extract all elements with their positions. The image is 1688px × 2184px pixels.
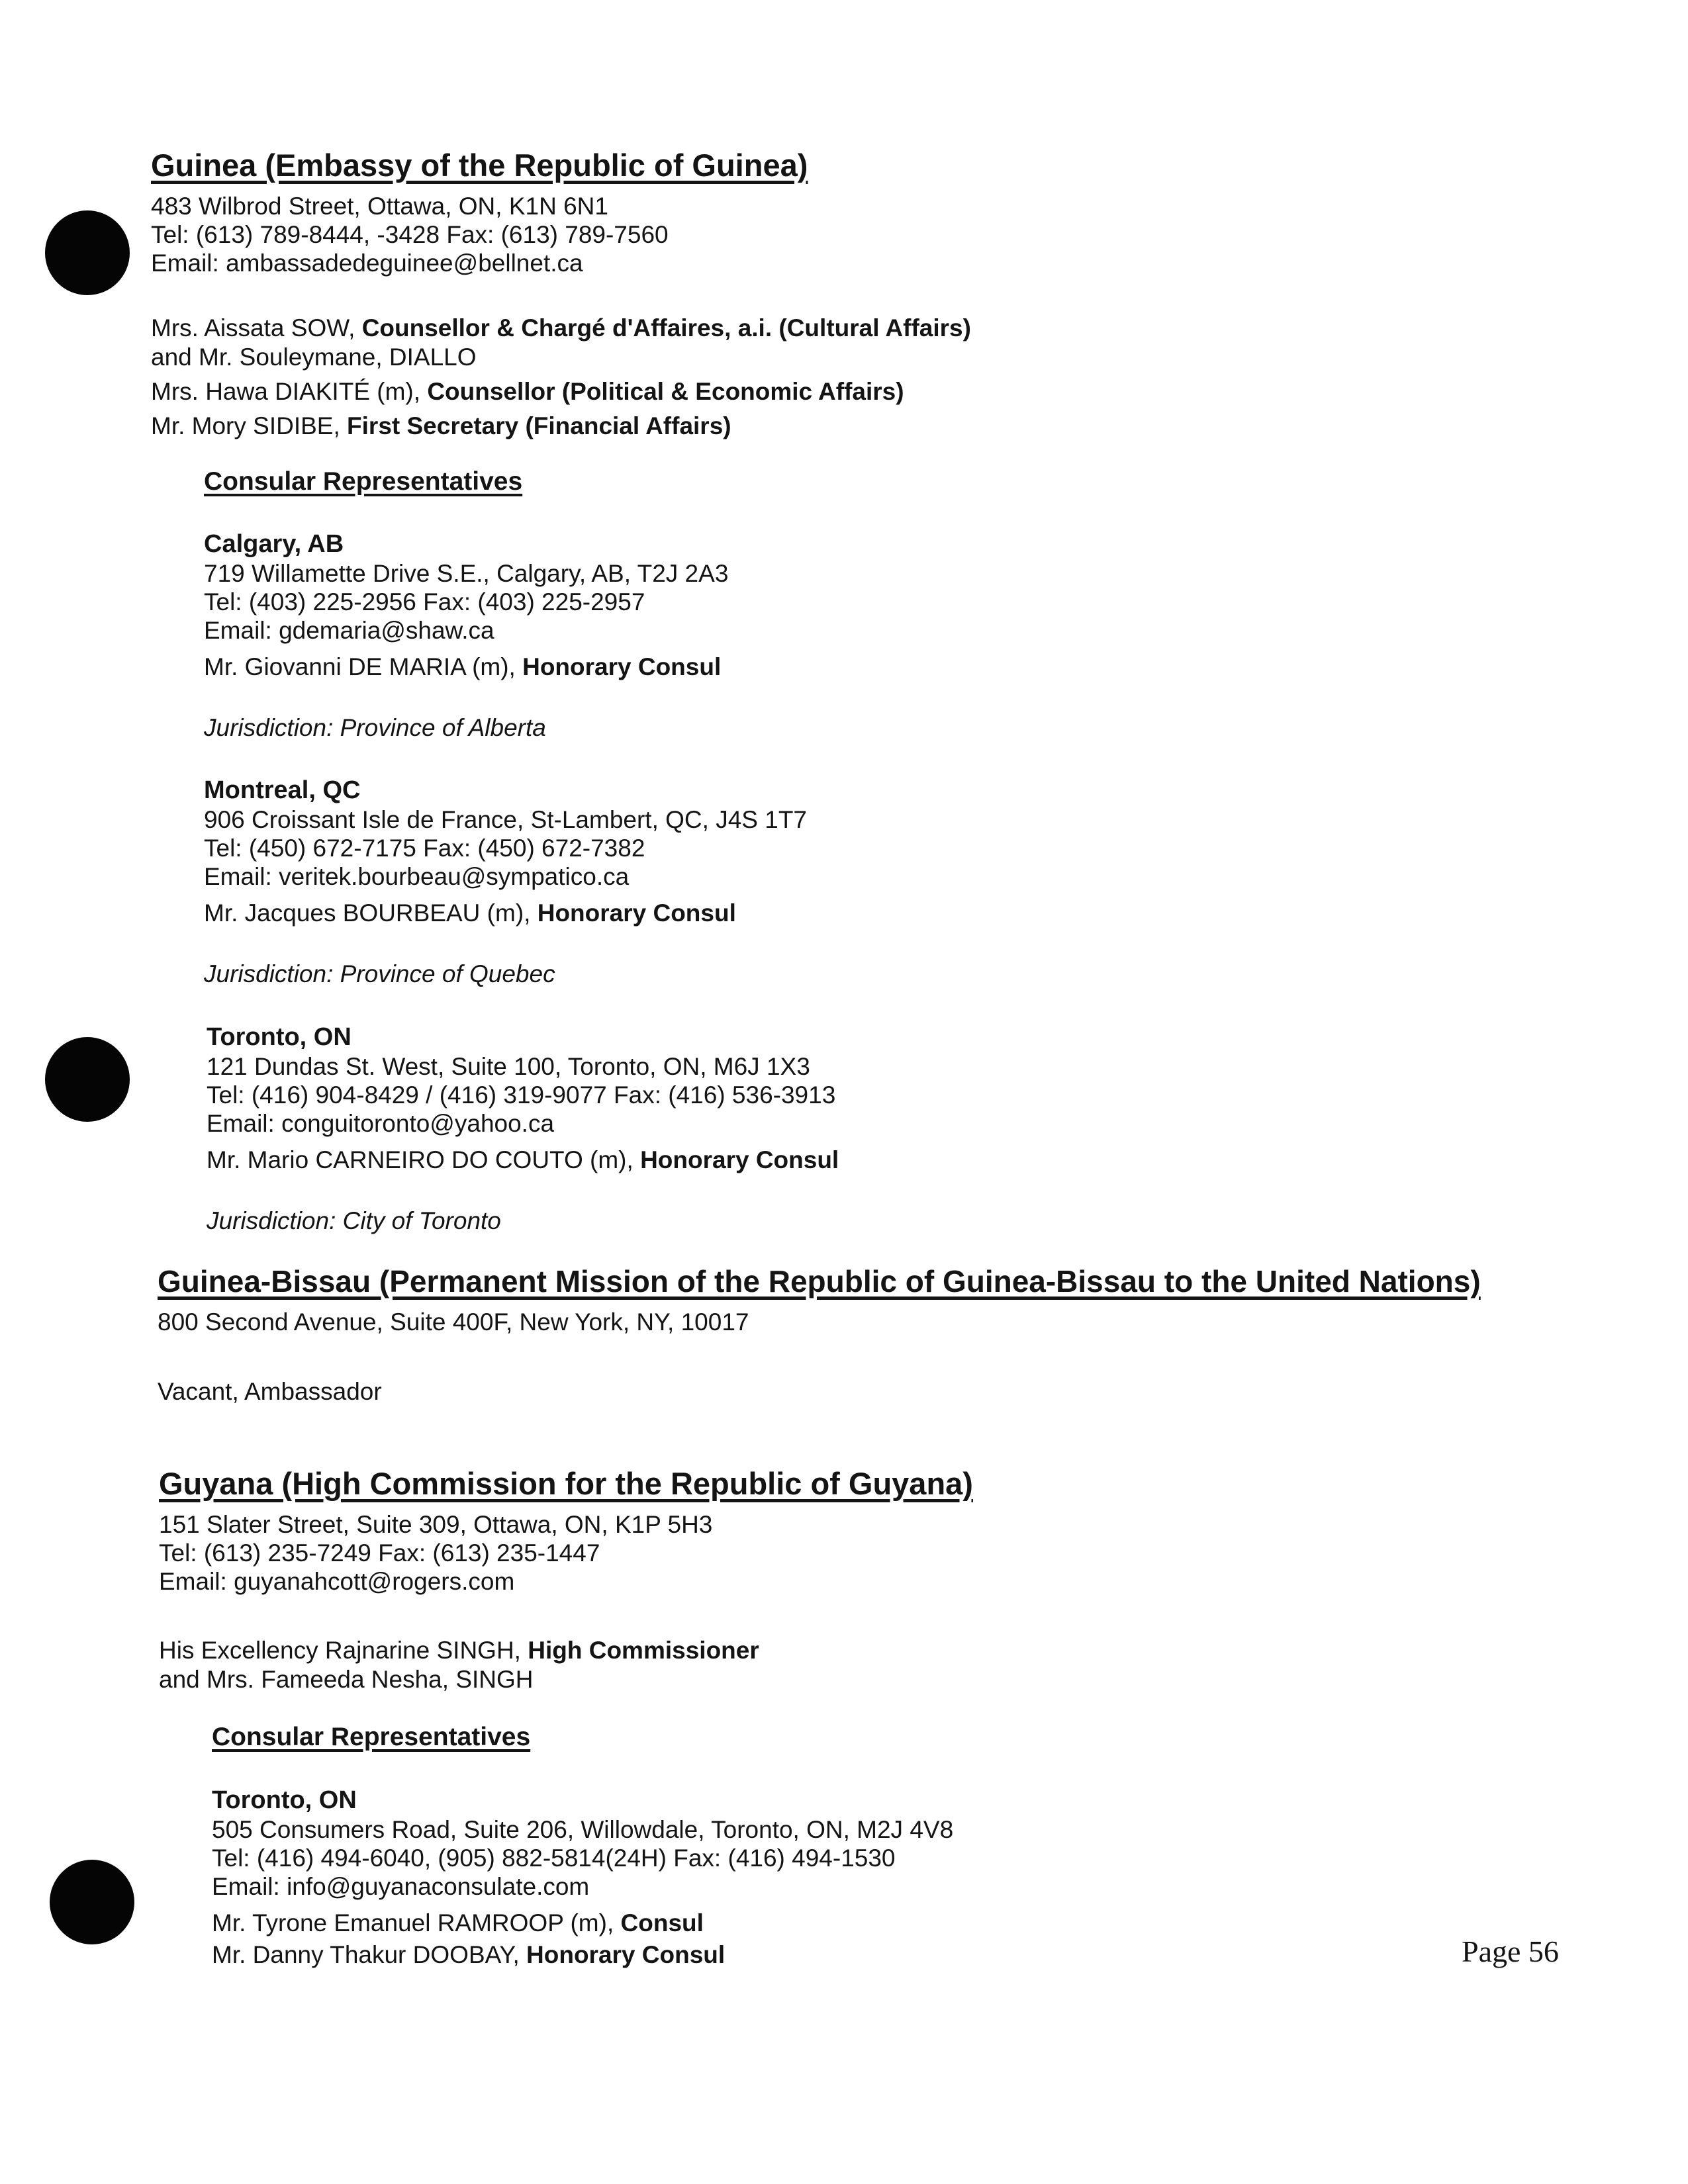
hole-punch-bottom: [50, 1860, 134, 1944]
staff-name: Mrs. Hawa DIAKITÉ (m),: [151, 378, 428, 405]
consulate-address: 505 Consumers Road, Suite 206, Willowdale, Toronto, ON, M2J 4V8: [212, 1816, 954, 1843]
guinea-heading: Guinea (Embassy of the Republic of Guinea): [151, 148, 808, 183]
staff-name: Mrs. Aissata SOW,: [151, 314, 362, 341]
hole-punch-middle: [45, 1037, 130, 1122]
staff-name: and Mr. Souleymane, DIALLO: [151, 343, 477, 371]
person-name: Mr. Tyrone Emanuel RAMROOP (m),: [212, 1909, 621, 1936]
person-title: Honorary Consul: [640, 1146, 839, 1173]
consulate-person: [204, 653, 721, 682]
guyana-heading: Guyana (High Commission for the Republic of Guyana): [159, 1466, 973, 1501]
consulate-jurisdiction: Jurisdiction: City of Toronto: [207, 1207, 501, 1234]
consulate-tel: Tel: (450) 672-7175 Fax: (450) 672-7382: [204, 835, 645, 862]
consulate-tel: Tel: (416) 494-6040, (905) 882-5814(24H) Fax: (416) 494-1530: [212, 1844, 896, 1872]
consulate-city: Calgary, AB: [204, 530, 344, 558]
guyana-email: Email: guyanahcott@rogers.com: [159, 1568, 515, 1595]
person-title: Honorary Consul: [522, 653, 722, 680]
guinea-bissau-heading: Guinea-Bissau (Permanent Mission of the Republic of Guinea-Bissau to the United Nations): [158, 1264, 1481, 1298]
person-title: Consul: [620, 1909, 704, 1936]
guinea-consular-heading: Consular Representatives: [204, 467, 523, 496]
guinea-staff-2: [151, 343, 477, 372]
person-title: Honorary Consul: [537, 899, 736, 927]
consulate-address: 906 Croissant Isle de France, St-Lambert, QC, J4S 1T7: [204, 806, 807, 833]
guyana-tel: Tel: (613) 235-7249 Fax: (613) 235-1447: [159, 1539, 600, 1567]
staff-title: High Commissioner: [528, 1637, 759, 1664]
consulate-address: 719 Willamette Drive S.E., Calgary, AB, T2J 2A3: [204, 560, 729, 587]
consulate-email: Email: conguitoronto@yahoo.ca: [207, 1110, 555, 1137]
guyana-staff-1: [159, 1636, 759, 1665]
consulate-tel: Tel: (403) 225-2956 Fax: (403) 225-2957: [204, 588, 645, 615]
consulate-city: Montreal, QC: [204, 776, 361, 804]
staff-title: Counsellor & Chargé d'Affaires, a.i. (Cultural Affairs): [361, 314, 971, 341]
staff-name: His Excellency Rajnarine SINGH,: [159, 1637, 528, 1664]
consulate-address: 121 Dundas St. West, Suite 100, Toronto, ON, M6J 1X3: [207, 1053, 810, 1080]
guinea-tel: Tel: (613) 789-8444, -3428 Fax: (613) 789-7560: [151, 221, 669, 248]
consulate-city: Toronto, ON: [207, 1023, 352, 1051]
consulate-jurisdiction: Jurisdiction: Province of Quebec: [204, 960, 555, 987]
guinea-address: 483 Wilbrod Street, Ottawa, ON, K1N 6N1: [151, 193, 608, 220]
consulate-tel: Tel: (416) 904-8429 / (416) 319-9077 Fax: (416) 536-3913: [207, 1081, 836, 1109]
consulate-city: Toronto, ON: [212, 1786, 357, 1814]
guyana-consular-heading: Consular Representatives: [212, 1723, 531, 1751]
hole-punch-top: [45, 210, 130, 295]
consulate-email: Email: veritek.bourbeau@sympatico.ca: [204, 863, 630, 890]
guinea-staff-4: [151, 412, 731, 441]
staff-name: and Mrs. Fameeda Nesha, SINGH: [159, 1666, 534, 1693]
guinea-staff-1: [151, 314, 971, 343]
staff-title: First Secretary (Financial Affairs): [347, 412, 731, 439]
consulate-person: [204, 899, 736, 928]
staff-name: Mr. Mory SIDIBE,: [151, 412, 348, 439]
person-name: Mr. Mario CARNEIRO DO COUTO (m),: [207, 1146, 641, 1173]
guyana-staff-2: [159, 1665, 534, 1694]
person-name: Mr. Jacques BOURBEAU (m),: [204, 899, 538, 927]
consulate-email: Email: info@guyanaconsulate.com: [212, 1873, 590, 1900]
consulate-person: [207, 1146, 839, 1175]
guinea-bissau-address: 800 Second Avenue, Suite 400F, New York, NY, 10017: [158, 1308, 749, 1336]
person-name: Mr. Giovanni DE MARIA (m),: [204, 653, 523, 680]
consulate-email: Email: gdemaria@shaw.ca: [204, 617, 494, 644]
guinea-email: Email: ambassadedeguinee@bellnet.ca: [151, 250, 583, 277]
person-title: Honorary Consul: [526, 1941, 726, 1968]
consulate-person: [212, 1940, 725, 1970]
guinea-staff-3: [151, 377, 904, 406]
guyana-address: 151 Slater Street, Suite 309, Ottawa, ON, K1P 5H3: [159, 1511, 713, 1538]
staff-title: Counsellor (Political & Economic Affairs): [427, 378, 904, 405]
consulate-jurisdiction: Jurisdiction: Province of Alberta: [204, 714, 546, 741]
guinea-bissau-staff: Vacant, Ambassador: [158, 1378, 382, 1405]
page-number: Page 56: [1462, 1934, 1559, 1968]
person-name: Mr. Danny Thakur DOOBAY,: [212, 1941, 527, 1968]
consulate-person: [212, 1909, 704, 1938]
